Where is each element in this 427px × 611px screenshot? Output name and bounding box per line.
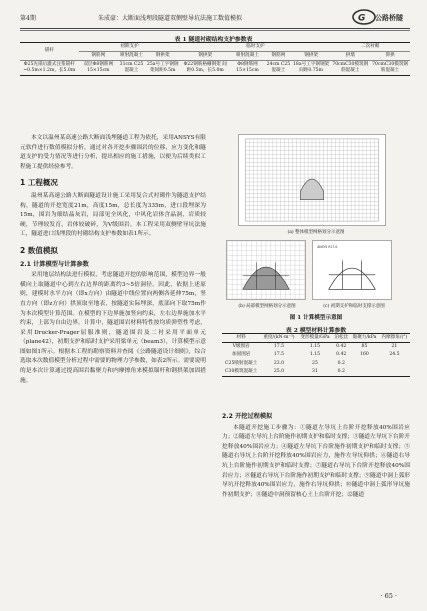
left-column	[20, 134, 206, 386]
table1-sub-header: 钢拱架	[292, 51, 331, 60]
table1-cell: 25a号工字钢钢架间距0.5m	[145, 60, 181, 75]
table1-sub-header: 钢拱架	[145, 51, 181, 60]
table1-cell: 18a号工字钢钢架间距0.75m	[292, 60, 331, 75]
header-rule-thin	[20, 30, 410, 31]
table2-cell: 25.0	[260, 367, 297, 376]
svg-text:G: G	[358, 13, 366, 24]
table1-group-header: 锚杆	[20, 43, 79, 61]
table2-cell: 0.42	[336, 352, 347, 358]
table2-cell: 85	[361, 344, 368, 350]
table1-caption: 表 1 隧道衬砌结构支护参数表	[174, 37, 253, 43]
table1-sub-header: 拱墙	[330, 51, 370, 60]
table1-group-header: 初期支护	[79, 43, 181, 52]
page-number: · 65 ·	[380, 592, 397, 600]
table1-cell: Φ22钢筋格栅钢架 间距0.5m，长5.0m	[181, 60, 230, 75]
table2-cell: V级围岩	[232, 344, 250, 350]
figure1c-caption: (c) 初期支护和临时支撑示意图	[323, 304, 385, 309]
table2-header: 材料	[222, 334, 260, 343]
ansys-label: ANSYS R17.0	[317, 244, 338, 249]
table1-sub-header: 钢筋网	[265, 51, 292, 60]
table1-cell: 70cmC30模筑钢筋混凝土	[330, 60, 370, 75]
table1-sub-header: 钢筋网	[79, 51, 119, 60]
running-title: 朱成豪：大断面浅埋段隧道双侧壁导坑法施工数值模拟	[98, 15, 243, 22]
table1-cell: 31cm C25混凝土	[118, 60, 145, 75]
table2-cell: 17.5	[273, 344, 285, 350]
right-column	[222, 408, 410, 500]
table1-sub-header: 喷射混凝土	[230, 51, 265, 60]
figure1a-caption: (a) 整体模型网格划分示意图	[287, 230, 345, 235]
table2-header: 重度/(kN·m⁻³)	[260, 334, 297, 343]
table1-group-header: 临时支护	[181, 43, 331, 52]
table1	[20, 42, 410, 76]
table2-cell: 17.5	[273, 352, 285, 358]
issue-number: 第4期	[20, 15, 36, 22]
table2-cell: 加固围岩	[232, 352, 251, 358]
table2-header: 内摩擦角/(°)	[379, 334, 410, 343]
figure-global-mesh	[238, 134, 386, 226]
table2-cell: 0.2	[337, 360, 345, 366]
table1-cell: 70cmC30模筑钢筋混凝土	[370, 60, 410, 75]
table2-cell	[379, 359, 410, 367]
subsection-heading: 2.2 开挖过程模拟	[222, 413, 273, 420]
section-paragraph: 采用地层结构法进行模拟，考虑隧道开挖的影响范围，模型边界一般横向上取隧道中心到左右边界的距离约3~5倍洞径。因此，依据上述原则，建模时水平方向（即x方向）由隧道中线位置向两侧各延伸75m，竖直方向（即z方向）拱顶取至地表，按隧道实际埋深，底部向下取75m作为本次模型计算范围。在模型的下边界施加竖向约束，左右边界施加水平约束，上部为自由边界。计算中，隧道围岩材料特性按均质弹塑性考虑，采用Drucker-Prager屈服准则，隧道围岩及二衬采用平面单元（plane42），初期支护和临时支护采用梁单元（beam3），计算模型示意图如图1所示。根据本工程的勘察资料并查阅《公路隧道设计细则》，综合选取本次数值模型分析过程中需要的物理力学参数，如表2所示。需要说明的是本次计算通过提高围岩黏聚力和内摩擦角来模拟锚杆和钢拱架加固措施。	[20, 272, 206, 384]
table2-cell: C25喷射混凝土	[225, 360, 258, 366]
figure-local-mesh	[226, 240, 306, 300]
table1-sub-header: 喷射混凝土	[118, 51, 145, 60]
table2-cell: 24.5	[389, 352, 400, 358]
table2-header: 变形模量/GPa	[298, 334, 333, 343]
table2-cell: 21	[391, 344, 398, 350]
section-heading: 2 数值模拟	[20, 245, 58, 255]
table2-cell	[379, 367, 410, 376]
table2-cell: 25	[312, 360, 318, 366]
table2-cell: 0.2	[332, 367, 350, 376]
section-heading: 1 工程概况	[20, 178, 58, 188]
table2-cell	[350, 367, 379, 376]
table1-sub-header: 钢拱架	[181, 51, 230, 60]
page-header	[20, 8, 410, 26]
table2-cell: 1.15	[309, 344, 321, 350]
table2-cell	[350, 359, 379, 367]
table2-cell: 1.15	[309, 352, 321, 358]
figure1b-caption: (b) 局部模型网格划分示意图	[238, 304, 296, 309]
table2	[222, 333, 410, 377]
section-paragraph: 温州某高速公路大断面隧道设计施工采用复合式衬砌作为隧道支护结构，隧道的开挖宽度21m，高度15m，总长度为335m，进口段埋深为15m，围岩为细结晶灰岩，局部见全风化，中风化岩体含晶洞，岩质较硬，节理较发育，岩体较破碎，为V级围岩。本工程采用双侧壁导坑法施工，隧道进口浅埋段的衬砌结构支护参数如表1所示。	[20, 192, 206, 238]
svg-text:公路桥隧: 公路桥隧	[375, 14, 403, 22]
table1-sub-header: 仰拱	[370, 51, 410, 60]
table2-cell: C30模筑混凝土	[222, 367, 260, 376]
table1-group-header: 二次衬砌	[330, 43, 410, 52]
figure1-caption: 图 1 计算模型示意图	[289, 315, 343, 321]
table1-cell: Φ8钢筋网 15×15cm	[230, 60, 265, 75]
intro-paragraph: 本文以温州某高速公路大断面浅埋隧道工程为依托，采用ANSYS有限元软件进行数值模拟分析，通过对各开挖步骤围岩的位移、应力变化和隧道支护的受力情况等进行分析，提出相应的施工措施，以便为后续类似工程施工提供经验参考。	[20, 135, 206, 170]
table2-cell: 31	[298, 367, 333, 376]
header-rule	[20, 28, 410, 29]
section-paragraph: 本隧道开挖施工步骤为：①隧道左导坑上台阶开挖释放40%围岩应力；②隧道左导坑上台阶施作初期支护和临时支撑；③隧道左导坑下台阶开挖释放40%围岩应力；④隧道左导坑下台阶施作初期支护和临时支撑；⑤隧道右导坑上台阶开挖释放40%围岩应力，施作左导坑仰拱；⑥隧道右导坑上台阶施作初期支护和临时支撑；⑦隧道右导坑下台阶开挖释放40%围岩应力；⑧隧道右导坑下台阶施作初期支护和临时支撑；⑨隧道中洞上弧形导坑开挖释放40%围岩应力，施作右导坑仰拱；⑩隧道中洞上弧形导坑施作初期支护；⑪隧道中洞预留核心土上台阶开挖；⑫隧道	[222, 424, 410, 498]
table2-cell: 23.0	[273, 360, 285, 366]
figure-support-structure	[312, 240, 392, 300]
table1-cell: 24cm C25混凝土	[265, 60, 292, 75]
table1-cell: 双层Φ8钢筋网 15×15cm	[79, 60, 119, 75]
table2-header: 黏聚力/kPa	[350, 334, 379, 343]
subsection-heading: 2.1 计算模型与计算参数	[20, 260, 89, 268]
table2-cell: 0.42	[336, 344, 347, 350]
table2-header: 泊松比	[332, 334, 350, 343]
table1-cell: Φ25先锚后灌式注浆锚杆 ~0.5m×1.2m，长5.0m	[20, 60, 79, 75]
journal-logo	[352, 8, 410, 26]
table2-caption: 表 2 模型材料计算参数	[285, 328, 347, 334]
table2-cell: 160	[360, 352, 369, 358]
